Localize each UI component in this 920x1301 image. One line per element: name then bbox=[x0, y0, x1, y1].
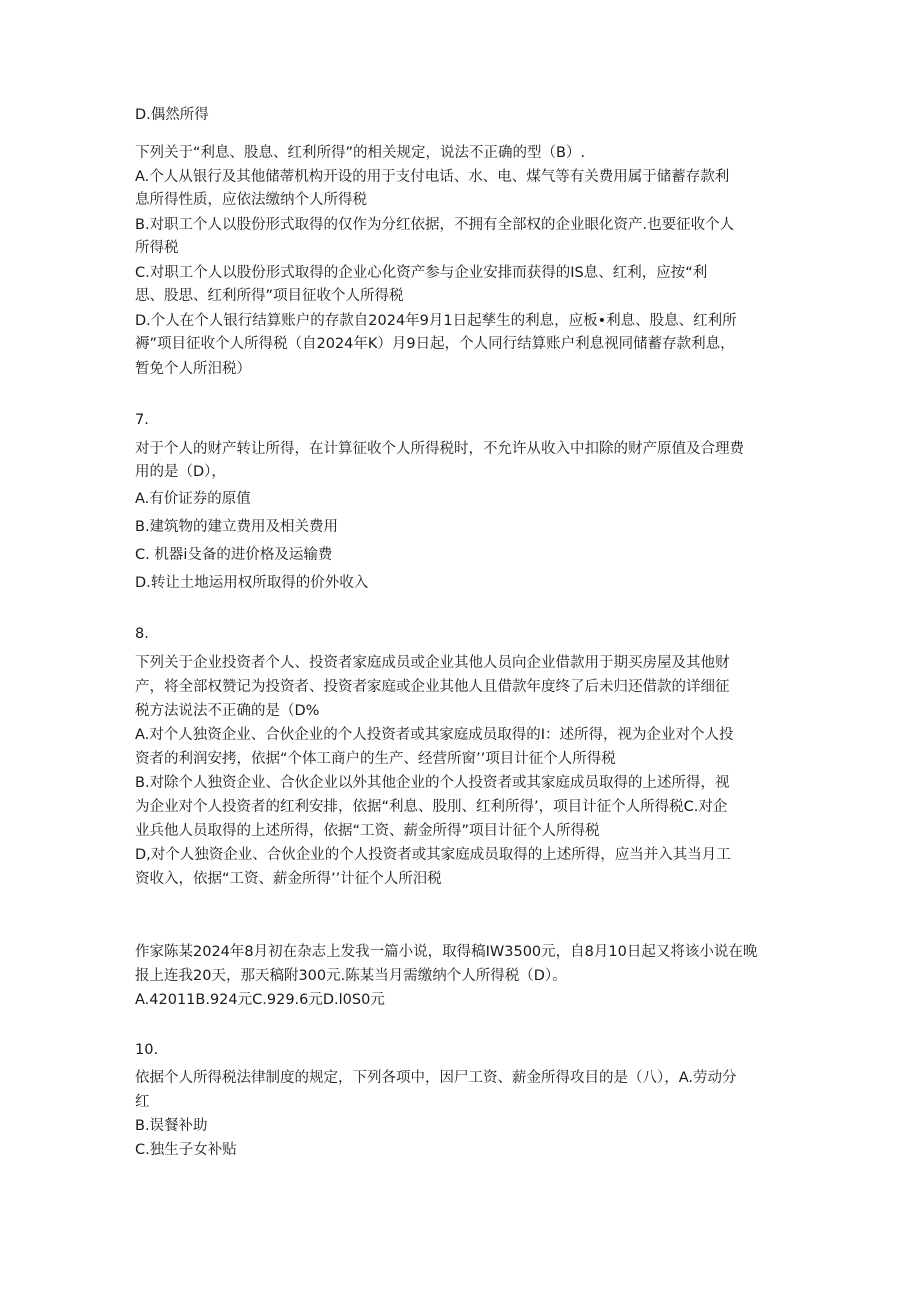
option-line: 为企业对个人投资者的红利安排，依据“利息、股刖、红利所得’，项目计征个人所得税C.对企 bbox=[135, 799, 728, 815]
option-line: 思、股思、红利所得”项目征收个人所得税 bbox=[135, 288, 404, 304]
option-line: 红 bbox=[135, 1094, 150, 1110]
option-line: C.独生子女补贴 bbox=[135, 1142, 237, 1158]
question-number: 8. bbox=[135, 626, 149, 642]
option-line: B.对职工个人以股份形式取得的仅作为分红依据，不拥有全部权的企业眼化资产.也要征收个人 bbox=[135, 217, 735, 233]
option-line: 暂免个人所汨税） bbox=[135, 361, 251, 377]
question-stem: 报上连我20天，那天稿附300元.陈某当月需缴纳个人所得税（D）。 bbox=[135, 968, 567, 984]
question-stem: 用的是（D）， bbox=[135, 464, 226, 480]
option-line: 褥”项目征收个人所得税（自2024年K）月9日起，个人同行结算账户利息视同储蓄存款利息， bbox=[135, 336, 735, 352]
option-line: A.有价证券的原值 bbox=[135, 491, 251, 507]
question-stem: 下列关于“利息、股息、红利所得”的相关规定，说法不正确的型（B）. bbox=[135, 145, 586, 161]
option-line: D.偶然所得 bbox=[135, 107, 209, 123]
option-line: D.个人在个人银行结算账户的存款自2024年9月1日起孳生的利息，应板•利息、股息、红利所 bbox=[135, 313, 737, 329]
question-stem: 对于个人的财产转让所得，在计算征收个人所得税时，不允许从收入中扣除的财产原值及合理费 bbox=[135, 441, 744, 457]
question-number: 7. bbox=[135, 412, 149, 428]
question-stem: 税方法说法不正确的是（D% bbox=[135, 703, 320, 719]
option-line: D,对个人独资企业、合伙企业的个人投资者或其家庭成员取得的上述所得，应当并入其当月工 bbox=[135, 847, 731, 863]
question-stem: 下列关于企业投资者个人、投资者家庭成员或企业其他人员向企业借款用于期买房屋及其他财 bbox=[135, 655, 730, 671]
question-stem: 作家陈某2024年8月初在杂志上发我一篇小说，取得稿IW3500元，自8月10日起又将该小说在晚 bbox=[135, 944, 758, 960]
option-line: 资收入，依据“工资、薪金所得’’计征个人所汨税 bbox=[135, 871, 442, 887]
option-line: A.42011B.924元C.929.6元D.l0S0元 bbox=[135, 992, 385, 1008]
option-line: 息所得性质，应依法缴纳个人所得税 bbox=[135, 192, 367, 208]
option-line: C. 机器i殳备的进价格及运输费 bbox=[135, 547, 333, 563]
option-line: A.个人从银行及其他储蒂机构开设的用于支付电话、水、电、煤气等有关费用属于储蓄存款利 bbox=[135, 169, 730, 185]
option-line: 业兵他人员取得的上述所得，依据“工资、薪金所得”项目计征个人所得税 bbox=[135, 823, 600, 839]
option-line: 所得税 bbox=[135, 240, 179, 256]
question-stem: 依据个人所得税法律制度的规定，下列各项中，因尸工资、薪金所得攻目的是（八），A.劳动分 bbox=[135, 1070, 737, 1086]
question-stem: 产，将全部权赞记为投资者、投资者家庭或企业其他人且借款年度终了后未归还借款的详细征 bbox=[135, 679, 730, 695]
option-line: C.对职工个人以股份形式取得的企业心化资产参与企业安排而获得的IS息、红利，应按“利 bbox=[135, 265, 708, 281]
option-line: B.误餐补助 bbox=[135, 1118, 208, 1134]
option-line: B.对除个人独资企业、合伙企业以外其他企业的个人投资者或其家庭成员取得的上述所得，视 bbox=[135, 775, 730, 791]
question-number: 10. bbox=[135, 1042, 159, 1058]
option-line: D.转让土地运用权所取得的价外收入 bbox=[135, 575, 369, 591]
option-line: B.建筑物的建立费用及相关费用 bbox=[135, 519, 339, 535]
option-line: A.对个人独资企业、合伙企业的个人投资者或其家庭成员取得的I：述所得，视为企业对个人投 bbox=[135, 727, 734, 743]
option-line: 资者的利润安拷，依据“个体工商户的生产、经营所窗’’项目计征个人所得税 bbox=[135, 751, 616, 767]
